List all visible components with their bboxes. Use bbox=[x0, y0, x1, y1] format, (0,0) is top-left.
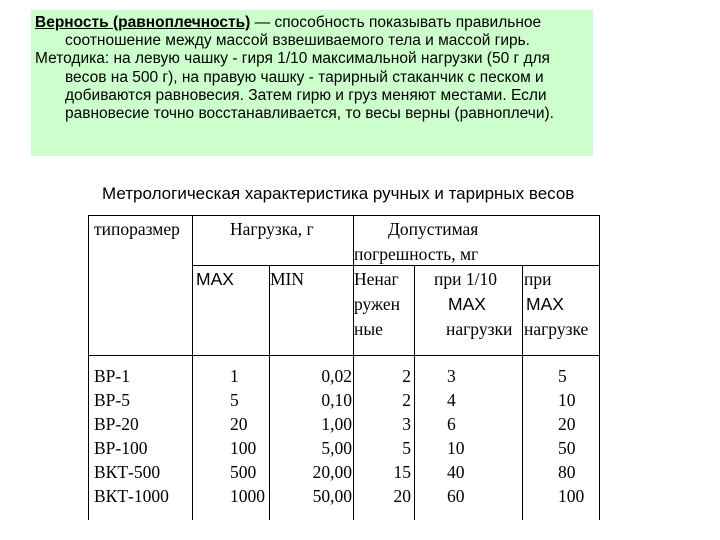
header-unloaded-1: Ненаг bbox=[354, 269, 399, 289]
column-type bbox=[94, 364, 169, 508]
header-tolerance-2: погрешность, мг bbox=[354, 244, 479, 264]
table-top-border bbox=[88, 215, 600, 216]
header-type: типоразмер bbox=[94, 219, 180, 239]
header-unloaded-3: ные bbox=[354, 319, 383, 339]
column-unloaded bbox=[394, 364, 412, 508]
table-cell: ВКТ-1000 bbox=[94, 486, 169, 506]
table-cell: 15 bbox=[393, 462, 411, 482]
table-column-divider bbox=[414, 265, 415, 520]
column-max bbox=[230, 364, 265, 508]
table-right-border bbox=[599, 215, 600, 355]
table-cell: 3 bbox=[447, 366, 456, 386]
table-cell: 0,10 bbox=[321, 390, 352, 410]
table-cell: ВР-1 bbox=[94, 366, 130, 386]
table-column-divider bbox=[192, 215, 193, 520]
header-min: MIN bbox=[270, 269, 305, 289]
header-tenth-1: при 1/10 bbox=[434, 269, 497, 289]
header-load: Нагрузка, г bbox=[230, 219, 314, 239]
table-cell: ВКТ-500 bbox=[94, 462, 161, 482]
definition-note bbox=[31, 10, 593, 156]
table-cell: 20 bbox=[230, 414, 248, 434]
table-cell: 10 bbox=[447, 438, 465, 458]
table-cell: 20 bbox=[393, 486, 411, 506]
column-full-load bbox=[558, 364, 584, 508]
method-paragraph: Методика: на левую чашку - гиря 1/10 максимальной нагрузки (50 г для весов на 500 г), на правую чашку - тарирный стаканчик с песком и добиваются равновесия. Затем гирю и груз меняют местами. Если равновесие точно восстанавливается, то весы верны (равноплечи). bbox=[35, 50, 554, 123]
table-cell: 5 bbox=[558, 366, 567, 386]
table-cell: 20,00 bbox=[312, 462, 352, 482]
definition-paragraph bbox=[31, 10, 593, 50]
header-unloaded-2: ружен bbox=[354, 294, 401, 314]
table-cell: 40 bbox=[447, 462, 465, 482]
table-cell: 2 bbox=[402, 366, 411, 386]
table-cell: 4 bbox=[447, 390, 456, 410]
table-cell: 50,00 bbox=[312, 486, 352, 506]
table-right-border-lower bbox=[599, 355, 600, 520]
table-column-divider bbox=[522, 265, 523, 520]
table-left-border bbox=[88, 215, 89, 520]
header-full-1: при bbox=[524, 269, 552, 289]
table-title: Метрологическая характеристика ручных и тарирных весов bbox=[102, 184, 575, 203]
table-cell: ВР-20 bbox=[94, 414, 139, 434]
table-cell: 1000 bbox=[230, 486, 265, 506]
table-column-divider bbox=[269, 265, 270, 520]
table-cell: 80 bbox=[558, 462, 576, 482]
header-tenth-2: MAX bbox=[448, 294, 486, 314]
column-min bbox=[313, 364, 352, 508]
table-cell: 60 bbox=[447, 486, 465, 506]
table-cell: 1 bbox=[230, 366, 239, 386]
table-cell: 5,00 bbox=[321, 438, 352, 458]
header-max: MAX bbox=[196, 269, 234, 289]
table-cell: 100 bbox=[558, 486, 585, 506]
table-cell: 10 bbox=[558, 390, 576, 410]
definition-text: — способность показывать правильное соотношение между массой взвешиваемого тела и массой гирь. bbox=[65, 14, 542, 50]
table-cell: 3 bbox=[402, 414, 411, 434]
table-cell: 5 bbox=[402, 438, 411, 458]
column-tenth-load bbox=[447, 364, 465, 508]
table-cell: ВР-5 bbox=[94, 390, 130, 410]
header-tenth-3: нагрузки bbox=[446, 319, 513, 339]
table-cell: 500 bbox=[230, 462, 257, 482]
table-cell: 20 bbox=[558, 414, 576, 434]
table-cell: 50 bbox=[558, 438, 576, 458]
table-cell: 100 bbox=[230, 438, 257, 458]
table-cell: 0,02 bbox=[321, 366, 352, 386]
table-cell: 1,00 bbox=[321, 414, 352, 434]
table-cell: 2 bbox=[402, 390, 411, 410]
header-full-2: MAX bbox=[526, 294, 564, 314]
header-full-3: нагрузке bbox=[524, 319, 589, 339]
scales-table bbox=[88, 215, 600, 520]
table-header-divider bbox=[88, 355, 600, 356]
table-cell: ВР-100 bbox=[94, 438, 148, 458]
term-heading: Верность (равноплечность) bbox=[35, 14, 251, 31]
header-tolerance-1: Допустимая bbox=[388, 219, 479, 239]
table-cell: 5 bbox=[230, 390, 239, 410]
table-cell: 6 bbox=[447, 414, 456, 434]
